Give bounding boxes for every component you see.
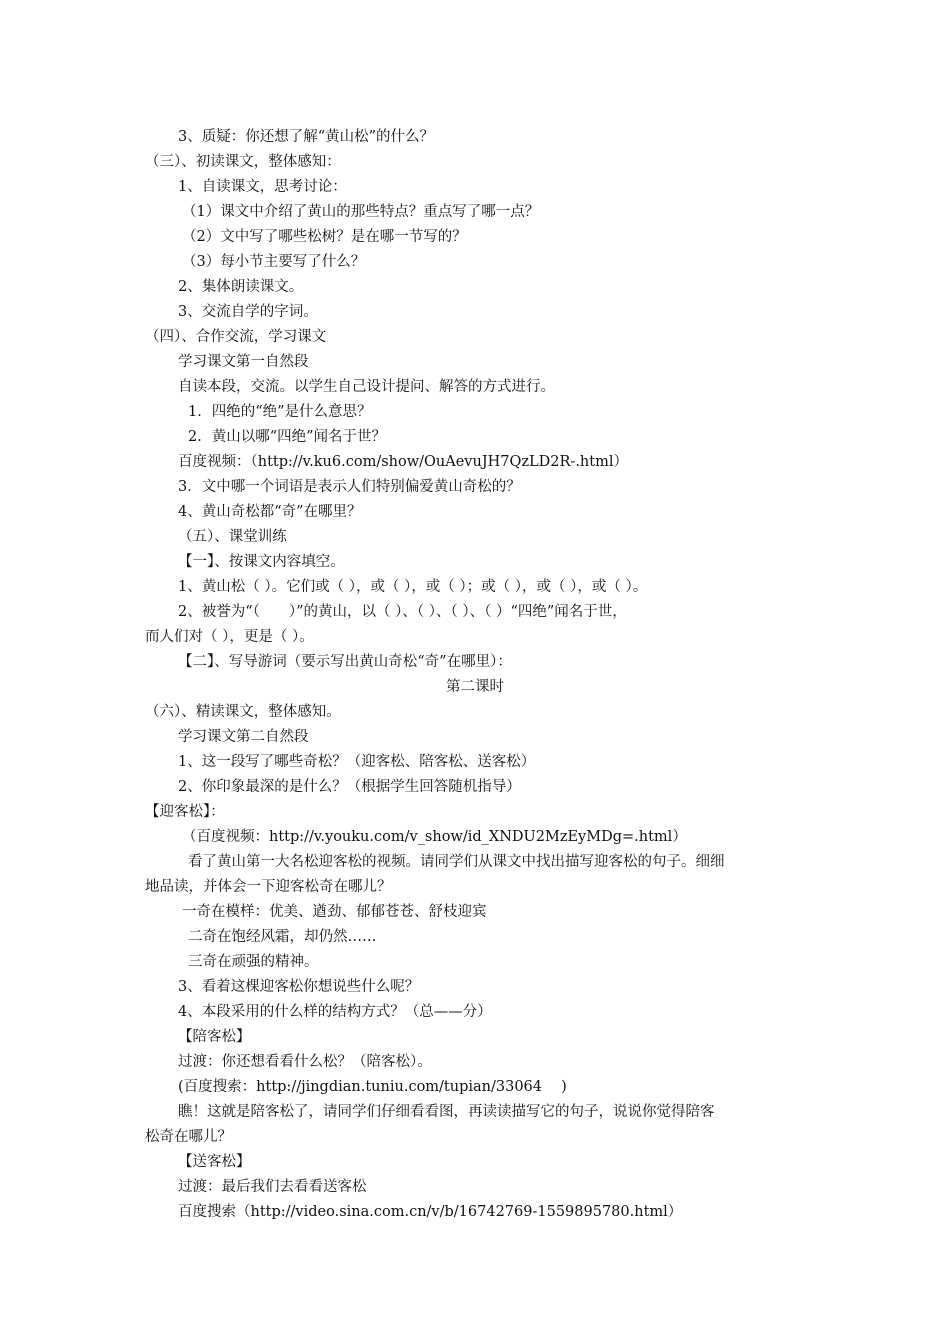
section-heading: （六）、精读课文，整体感知。 — [145, 704, 341, 720]
text-line: 【二】、写导游词（要示写出黄山奇松“奇”在哪里）： — [178, 654, 512, 670]
text-line: 地品读，并体会一下迎客松奇在哪儿？ — [145, 879, 392, 895]
video-link-line: （百度视频：http://v.youku.com/v_show/id_XNDU2MzEyMDg=.html） — [182, 829, 687, 845]
text-line: 2、集体朗读课文。 — [178, 279, 304, 295]
text-line: 二奇在饱经风霜，却仍然…… — [188, 929, 377, 945]
text-line: （2）文中写了哪些松树？是在哪一节写的？ — [182, 229, 467, 245]
text-line: 【一】、按课文内容填空。 — [178, 554, 345, 570]
text-line: 1、自读课文，思考讨论： — [178, 179, 347, 195]
section-heading: （三）、初读课文，整体感知： — [145, 154, 341, 170]
text-line: 看了黄山第一大名松迎客松的视频。请同学们从课文中找出描写迎客松的句子。细细 — [188, 854, 725, 870]
text-line: 1、这一段写了哪些奇松？（迎客松、陪客松、送客松） — [178, 754, 536, 770]
text-line: 而人们对（ ），更是（ ）。 — [145, 629, 314, 645]
text-line: 三奇在顽强的精神。 — [188, 954, 319, 970]
text-line: 4、本段采用的什么样的结构方式？（总——分） — [178, 1004, 492, 1020]
text-line: 3、交流自学的字词。 — [178, 304, 318, 320]
text-line: 松奇在哪儿？ — [145, 1129, 232, 1145]
text-line: 3、看着这棵迎客松你想说些什么呢？ — [178, 979, 420, 995]
section-heading: （五）、课堂训练 — [178, 529, 287, 545]
text-line: 学习课文第二自然段 — [178, 729, 309, 745]
video-link-line: 百度视频：（http://v.ku6.com/show/OuAevuJH7QzLD2R-.html） — [178, 454, 628, 470]
text-line: （1）课文中介绍了黄山的那些特点？重点写了哪一点？ — [182, 204, 540, 220]
lesson-title: 第二课时 — [446, 679, 504, 695]
text-line: 自读本段，交流。以学生自己设计提问、解答的方式进行。 — [178, 379, 555, 395]
text-line: 3、质疑：你还想了解“黄山松”的什么？ — [178, 129, 435, 145]
text-line: 3．文中哪一个词语是表示人们特别偏爱黄山奇松的？ — [178, 479, 521, 495]
search-link-line: 百度搜索（http://video.sina.com.cn/v/b/16742769-1559895780.html） — [178, 1204, 683, 1220]
text-line: 4、黄山奇松都“奇”在哪里？ — [178, 504, 362, 520]
text-line: 过渡：你还想看看什么松？（陪客松）。 — [178, 1054, 432, 1070]
text-line: 2．黄山以哪“四绝”闻名于世？ — [188, 429, 387, 445]
section-heading: （四）、合作交流，学习课文 — [145, 329, 327, 345]
text-line: 一奇在模样：优美、遒劲、郁郁苍苍、舒枝迎宾 — [182, 904, 487, 920]
subheading: 【陪客松】 — [178, 1029, 251, 1045]
search-link-line: (百度搜索：http://jingdian.tuniu.com/tupian/33064 ) — [178, 1079, 567, 1095]
text-line: 1、黄山松（ ）。它们或（ ），或（ ），或（ ）；或（ ），或（ ），或（ ）。 — [178, 579, 648, 595]
text-line: 学习课文第一自然段 — [178, 354, 309, 370]
text-line: 瞧！这就是陪客松了，请同学们仔细看看图，再读读描写它的句子，说说你觉得陪客 — [178, 1104, 715, 1120]
text-line: 2、被誉为“（ ）”的黄山，以（ ）、（ ）、（ ）、（ ）“四绝”闻名于世， — [178, 604, 627, 620]
text-line: 1．四绝的“绝”是什么意思？ — [188, 404, 372, 420]
text-line: 2、你印象最深的是什么？（根据学生回答随机指导） — [178, 779, 521, 795]
text-line: （3）每小节主要写了什么？ — [182, 254, 366, 270]
text-line: 过渡：最后我们去看看送客松 — [178, 1179, 367, 1195]
subheading: 【迎客松】： — [145, 804, 225, 820]
subheading: 【送客松】 — [178, 1154, 251, 1170]
